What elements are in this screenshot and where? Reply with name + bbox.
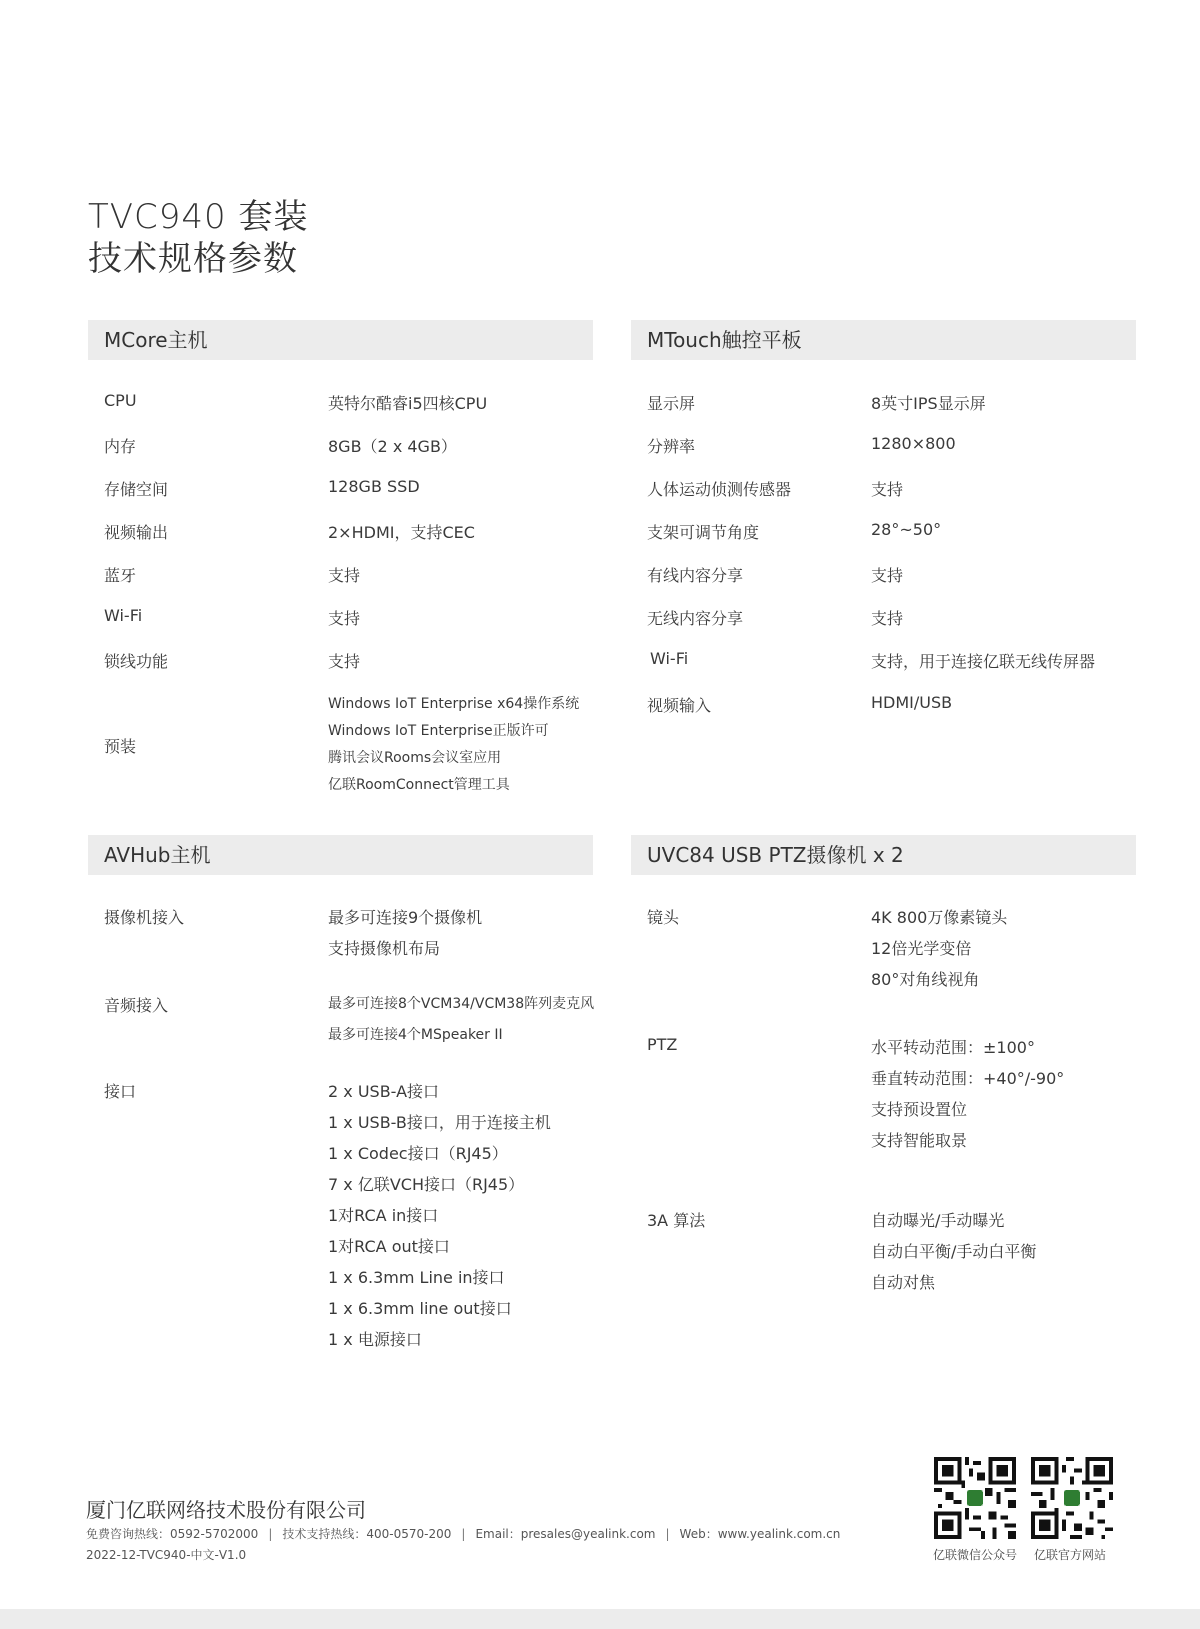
spec-line: 1 x 6.3mm line out接口 [328,1299,512,1318]
spec-line: 1 x 电源接口 [328,1330,422,1349]
spec-value [328,993,594,1055]
spec-key: 内存 [104,437,137,456]
spec-line: 支持摄像机布局 [328,939,441,958]
spec-value [871,1208,1036,1301]
spec-line: 4K 800万像素镜头 [871,908,1008,927]
spec-line: Windows IoT Enterprise正版许可 [328,723,549,739]
spec-value [328,905,482,967]
spec-value: 128GB SSD [328,477,420,496]
qr-caption-website: 亿联官方网站 [1034,1548,1107,1562]
spec-key: PTZ [647,1035,678,1054]
spec-key: 摄像机接入 [104,908,185,927]
spec-key: 接口 [104,1082,137,1101]
qr-caption-wechat: 亿联微信公众号 [933,1548,1018,1562]
spec-line: Windows IoT Enterprise x64操作系统 [328,696,580,712]
section-mcore [88,320,593,800]
spec-key: Wi-Fi [650,649,689,668]
spec-key: CPU [104,391,137,410]
spec-line: 12倍光学变倍 [871,939,972,958]
section-header-uvc84: UVC84 USB PTZ摄像机 x 2 [631,835,1136,875]
section-mtouch [631,320,1136,720]
spec-line: 自动对焦 [871,1273,936,1292]
spec-value: 支持 [871,480,904,499]
title-line-2: 技术规格参数 [88,239,298,279]
spec-line: 1 x Codec接口（RJ45） [328,1144,508,1163]
qr-code-icon [1031,1457,1113,1539]
spec-value: 英特尔酷睿i5四核CPU [328,394,488,413]
spec-line: 7 x 亿联VCH接口（RJ45） [328,1175,525,1194]
section-header-mtouch: MTouch触控平板 [631,320,1136,360]
spec-key: 音频接入 [104,996,169,1015]
spec-key: 锁线功能 [104,652,169,671]
section-avhub [88,835,593,1355]
spec-value [328,1079,551,1358]
spec-line: 最多可连接8个VCM34/VCM38阵列麦克风 [328,996,595,1012]
spec-line: 自动曝光/手动曝光 [871,1211,1005,1230]
spec-key: 视频输入 [647,696,712,715]
spec-value: 支持 [328,652,361,671]
spec-key: 存储空间 [104,480,169,499]
spec-key: 有线内容分享 [647,566,744,585]
spec-line: 自动白平衡/手动白平衡 [871,1242,1037,1261]
spec-line: 1 x USB-B接口，用于连接主机 [328,1113,551,1132]
footer-support: 技术支持热线：400-0570-200 [282,1527,452,1541]
spec-key: 无线内容分享 [647,609,744,628]
spec-key: 蓝牙 [104,566,137,585]
spec-value: HDMI/USB [871,693,953,712]
spec-value [871,1035,1064,1159]
spec-line: 最多可连接4个MSpeaker II [328,1027,503,1043]
spec-line: 1对RCA out接口 [328,1237,450,1256]
section-header-avhub: AVHub主机 [88,835,593,875]
spec-line: 最多可连接9个摄像机 [328,908,483,927]
title-line-1: TVC940 套装 [88,197,309,237]
footer-contact [86,1525,840,1542]
spec-key: 支架可调节角度 [647,523,760,542]
qr-code-wechat [934,1457,1016,1539]
section-header-mcore: MCore主机 [88,320,593,360]
spec-value [871,905,1007,998]
spec-line: 2 x USB-A接口 [328,1082,440,1101]
separator: | [665,1527,670,1541]
spec-value: 1280×800 [871,434,956,453]
qr-code-website [1031,1457,1113,1539]
spec-value [328,693,579,801]
spec-line: 1对RCA in接口 [328,1206,439,1225]
footer-company: 厦门亿联网络技术股份有限公司 [86,1498,366,1522]
spec-key: 人体运动侦测传感器 [647,480,792,499]
spec-line: 80°对角线视角 [871,970,980,989]
spec-line: 亿联RoomConnect管理工具 [328,777,510,793]
footer-web[interactable]: Web：www.yealink.com.cn [679,1527,841,1541]
spec-value: 8英寸IPS显示屏 [871,394,986,413]
footer-hotline: 免费咨询热线：0592-5702000 [86,1527,259,1541]
spec-line: 支持预设置位 [871,1100,968,1119]
footer-doc-id: 2022-12-TVC940-中文-V1.0 [86,1548,247,1562]
separator: | [461,1527,466,1541]
spec-key: 视频输出 [104,523,169,542]
footer-email[interactable]: Email：presales@yealink.com [475,1527,656,1541]
spec-value: 支持，用于连接亿联无线传屏器 [871,652,1096,671]
bottom-bar [0,1609,1200,1629]
spec-key: 3A 算法 [647,1211,706,1230]
spec-line: 1 x 6.3mm Line in接口 [328,1268,505,1287]
spec-line: 水平转动范围：±100° [871,1038,1035,1057]
spec-value: 支持 [328,609,361,628]
spec-key: 预装 [104,737,137,756]
page-title [88,196,308,280]
separator: | [268,1527,273,1541]
spec-line: 支持智能取景 [871,1131,968,1150]
spec-line: 垂直转动范围：+40°/-90° [871,1069,1065,1088]
spec-value: 支持 [871,566,904,585]
section-uvc84 [631,835,1136,1315]
spec-line: 腾讯会议Rooms会议室应用 [328,750,502,766]
spec-value: 28°~50° [871,520,942,539]
spec-value: 8GB（2 x 4GB） [328,437,457,456]
spec-key: 镜头 [647,908,680,927]
qr-code-icon [934,1457,1016,1539]
spec-value: 支持 [871,609,904,628]
spec-value: 2×HDMI，支持CEC [328,523,475,542]
spec-key: Wi-Fi [104,606,143,625]
spec-value: 支持 [328,566,361,585]
spec-key: 分辨率 [647,437,696,456]
spec-key: 显示屏 [647,394,696,413]
